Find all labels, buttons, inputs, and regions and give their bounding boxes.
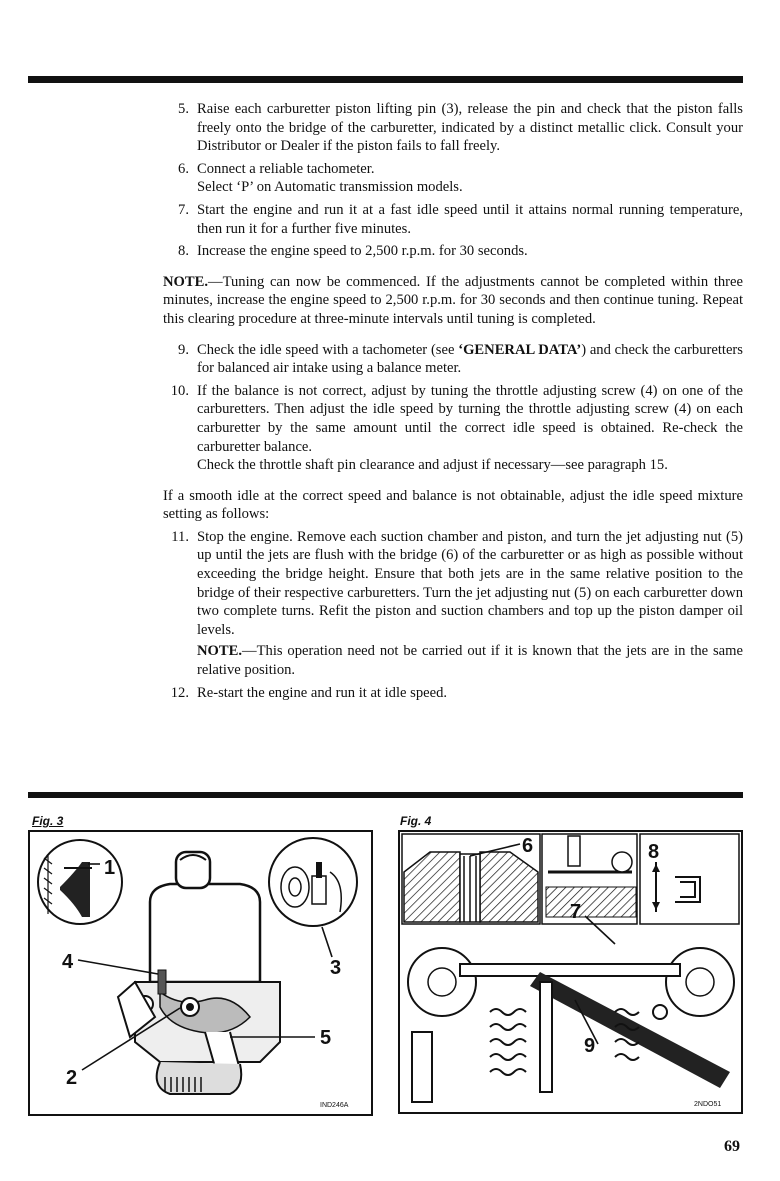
step-10 [163,382,743,475]
step-5 [163,100,743,156]
instructions-text [163,100,743,702]
fig3-label: Fig. 3 [32,814,64,828]
callout-3: 3 [330,957,342,979]
damper-cap [176,852,210,888]
step-text: Connect a reliable tachometer. [197,160,375,177]
step-number: 9. [178,341,189,358]
step-text: If the balance is not correct, adjust by tuning the throttle adjusting screw (4) on one of the carburetters. Then adjust the idle speed by turning the throttle adjusting screw (4) on each carburetter by the same amount until the correct idle speed is obtained. Re-check the carburetter balance. [197,382,743,455]
step-text-continued: Select ‘P’ on Automatic transmission models. [197,179,463,196]
suction-chamber [150,884,260,982]
step-text: Stop the engine. Remove each suction chamber and piston, and turn the jet adjusting nut (5) up until the jets are flush with the bridge (6) of the carburetter or as high as possible without exceeding the bridge height. Ensure that both jets are in the same relative position to the bridge of their respective carburetters. Turn the jet adjusting nut (5) on each carburetter down two complete turns. Refit the piston and suction chambers and top up the piston damper oil levels. [197,528,743,638]
step-7 [163,201,743,238]
carburetter-drawing [30,832,371,1114]
fig3-code: IND246A [320,1102,349,1109]
step-text-part: Check the idle speed with a tachometer (see [197,341,459,358]
float-chamber [157,1062,242,1094]
mixture-intro: If a smooth idle at the correct speed and balance is not obtainable, adjust the idle speed mixture setting as follows: [163,487,743,523]
callout-1: 1 [104,857,116,879]
fig4-code: 2NDO51 [694,1101,722,1108]
step-text: Start the engine and run it at a fast idle speed until it attains normal running temperature, then run it for a further five minutes. [197,201,743,237]
step-text: Re-start the engine and run it at idle speed. [197,684,448,701]
step-text [197,341,743,378]
page-number: 69 [724,1138,740,1155]
step-text-continued: Check the throttle shaft pin clearance and adjust if necessary—see paragraph 15. [197,457,668,474]
step-text: Raise each carburetter piston lifting pin (3), release the pin and check that the piston falls freely onto the bridge of the carburetter, indicated by a distinct metallic click. Consult your Distributor or Dealer if the piston fails to fall freely. [197,101,743,155]
callout-7: 7 [570,901,582,923]
callout-5: 5 [320,1027,332,1049]
step-number: 10. [170,382,189,399]
step-number: 6. [178,160,189,177]
throttle-spindle [460,964,680,976]
general-data-reference: ‘GENERAL DATA’ [458,341,582,358]
note-label: NOTE. [163,273,209,290]
step-number: 5. [178,101,189,117]
step-8 [163,242,743,261]
step-number: 8. [178,243,189,260]
fig4-label: Fig. 4 [400,814,432,828]
callout-6: 6 [522,835,534,857]
step-text-part: ) and check the carburetters for balanced air intake using a balance meter. [197,341,743,377]
step-note [197,642,743,679]
note-text: —This operation need not be carried out if it is known that the jets are in the same relative position. [197,643,743,679]
note-text: —Tuning can now be commenced. If the adjustments cannot be completed within three minutes, increase the engine speed to 2,500 r.p.m. for 30 seconds and then continue tuning. Repeat this clearing procedure at three-minute intervals until tuning is completed. [163,273,743,327]
callout-4: 4 [62,951,74,973]
fig3-illustration [28,830,373,1116]
step-12 [163,684,743,703]
step-number: 7. [178,201,189,218]
step-9 [163,341,743,378]
callout-9: 9 [584,1035,596,1057]
callout-2: 2 [66,1067,78,1089]
twin-carburetter-drawing [400,832,741,1112]
fig4-illustration [398,830,743,1114]
top-rule [28,76,743,83]
step-11 [163,528,743,680]
step-number: 12. [170,684,189,701]
figure-rule [28,792,743,798]
note-label: NOTE. [197,643,243,660]
callout-8: 8 [648,841,660,863]
note-clearing-procedure [163,273,743,329]
step-text: Increase the engine speed to 2,500 r.p.m. for 30 seconds. [197,243,528,260]
step-number: 11. [171,528,189,545]
step-6 [163,160,743,197]
